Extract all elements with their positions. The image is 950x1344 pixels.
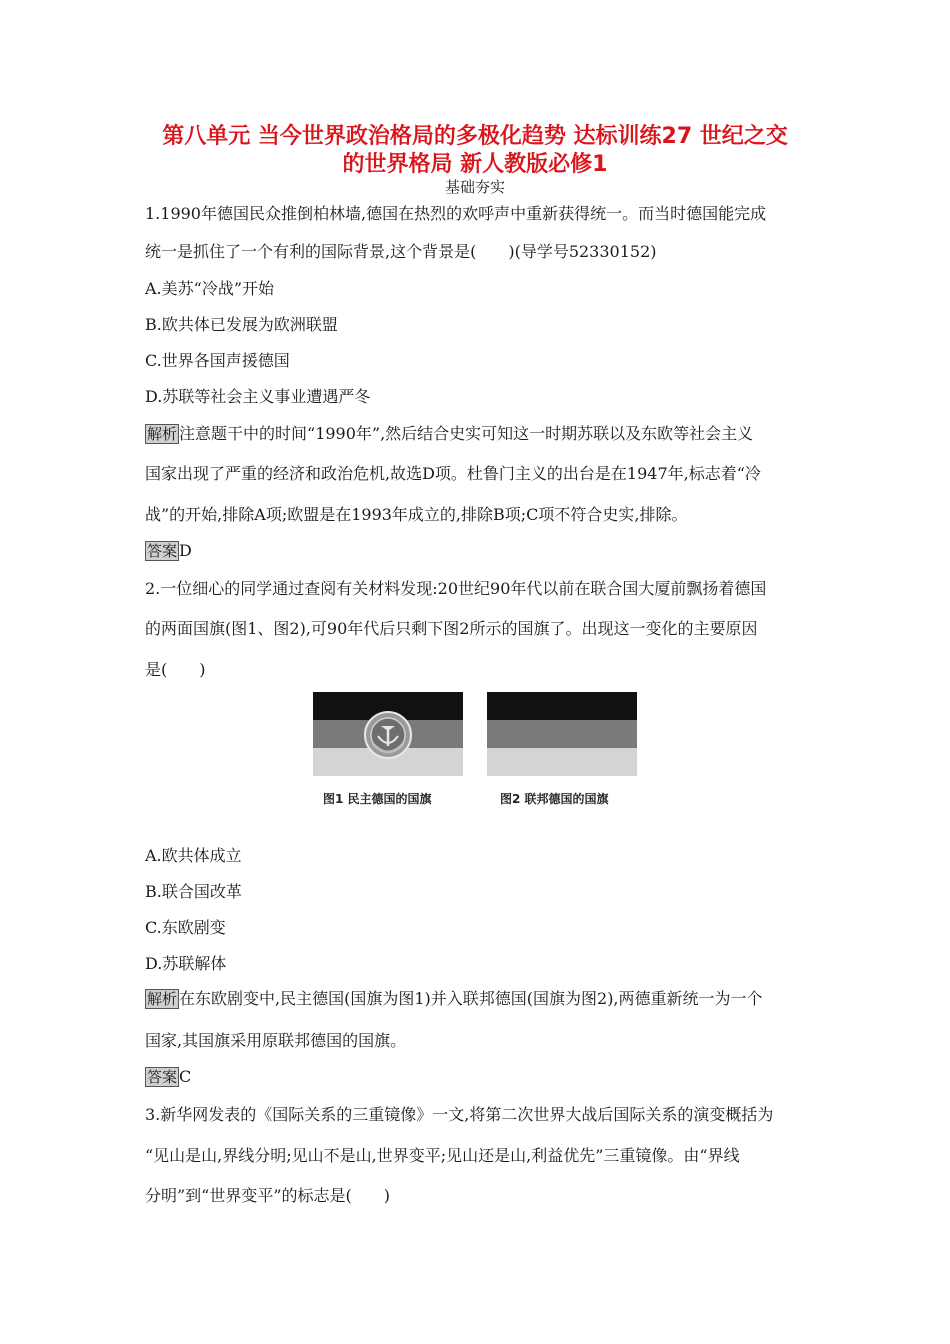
answer-tag: 答案 bbox=[147, 542, 178, 560]
q1-stem-line-2: 统一是抓住了一个有利的国际背景,这个背景是( )(导学号52330152) bbox=[145, 242, 657, 261]
gdr-flag-image bbox=[313, 692, 463, 776]
q2-stem-line-2: 的两面国旗(图1、图2),可90年代后只剩下图2所示的国旗了。出现这一变化的主要原因 bbox=[145, 619, 758, 638]
q1-answer-value: D bbox=[179, 541, 192, 560]
document-title-line-2: 的世界格局 新人教版必修1 bbox=[342, 152, 608, 177]
flag-band-light bbox=[487, 748, 637, 776]
analysis-tag: 解析 bbox=[147, 990, 178, 1008]
figure-2-caption: 图2 联邦德国的国旗 bbox=[500, 792, 609, 806]
q1-analysis-line-3: 战”的开始,排除A项;欧盟是在1993年成立的,排除B项;C项不符合史实,排除。 bbox=[145, 505, 688, 524]
q2-stem-line-3: 是( ) bbox=[145, 660, 206, 679]
q1-option-b: B.欧共体已发展为欧洲联盟 bbox=[145, 315, 338, 334]
q1-analysis-text-1: 注意题干中的时间“1990年”,然后结合史实可知这一时期苏联以及东欧等社会主义 bbox=[179, 424, 754, 443]
q2-option-c: C.东欧剧变 bbox=[145, 918, 226, 937]
q1-stem-line-1: 1.1990年德国民众推倒柏林墙,德国在热烈的欢呼声中重新获得统一。而当时德国能完成 bbox=[145, 204, 767, 223]
section-heading: 基础夯实 bbox=[444, 178, 505, 196]
q1-option-c: C.世界各国声援德国 bbox=[145, 351, 290, 370]
q2-analysis-line-2: 国家,其国旗采用原联邦德国的国旗。 bbox=[145, 1031, 407, 1050]
gdr-emblem-icon bbox=[363, 704, 413, 766]
q2-answer-line bbox=[145, 1066, 191, 1088]
q2-option-a: A.欧共体成立 bbox=[145, 846, 242, 865]
q2-analysis-line-1 bbox=[145, 988, 763, 1010]
q3-stem-line-3: 分明”到“世界变平”的标志是( ) bbox=[145, 1186, 391, 1205]
q2-stem-line-1: 2.一位细心的同学通过查阅有关材料发现:20世纪90年代以前在联合国大厦前飘扬着德国 bbox=[145, 579, 767, 598]
analysis-tag: 解析 bbox=[147, 425, 178, 443]
frg-flag-image bbox=[487, 692, 637, 776]
q2-answer-value: C bbox=[179, 1067, 192, 1086]
flag-band-gray bbox=[487, 720, 637, 748]
answer-tag: 答案 bbox=[147, 1068, 178, 1086]
document-title-line-1: 第八单元 当今世界政治格局的多极化趋势 达标训练27 世纪之交 bbox=[162, 124, 788, 149]
q1-option-a: A.美苏“冷战”开始 bbox=[145, 279, 275, 298]
q1-analysis-line-1 bbox=[145, 423, 753, 445]
q1-answer-line bbox=[145, 540, 192, 562]
q3-stem-line-1: 3.新华网发表的《国际关系的三重镜像》一文,将第二次世界大战后国际关系的演变概括为 bbox=[145, 1105, 774, 1124]
q1-analysis-line-2: 国家出现了严重的经济和政治危机,故选D项。杜鲁门主义的出台是在1947年,标志着“冷 bbox=[145, 464, 761, 483]
flag-band-black bbox=[487, 692, 637, 720]
q1-option-d: D.苏联等社会主义事业遭遇严冬 bbox=[145, 387, 371, 406]
figure-1-caption: 图1 民主德国的国旗 bbox=[323, 792, 432, 806]
q2-analysis-text-1: 在东欧剧变中,民主德国(国旗为图1)并入联邦德国(国旗为图2),两德重新统一为一个 bbox=[179, 989, 763, 1008]
q3-stem-line-2: “见山是山,界线分明;见山不是山,世界变平;见山还是山,利益优先”三重镜像。由“界线 bbox=[145, 1146, 740, 1165]
q2-option-b: B.联合国改革 bbox=[145, 882, 242, 901]
q2-option-d: D.苏联解体 bbox=[145, 954, 227, 973]
